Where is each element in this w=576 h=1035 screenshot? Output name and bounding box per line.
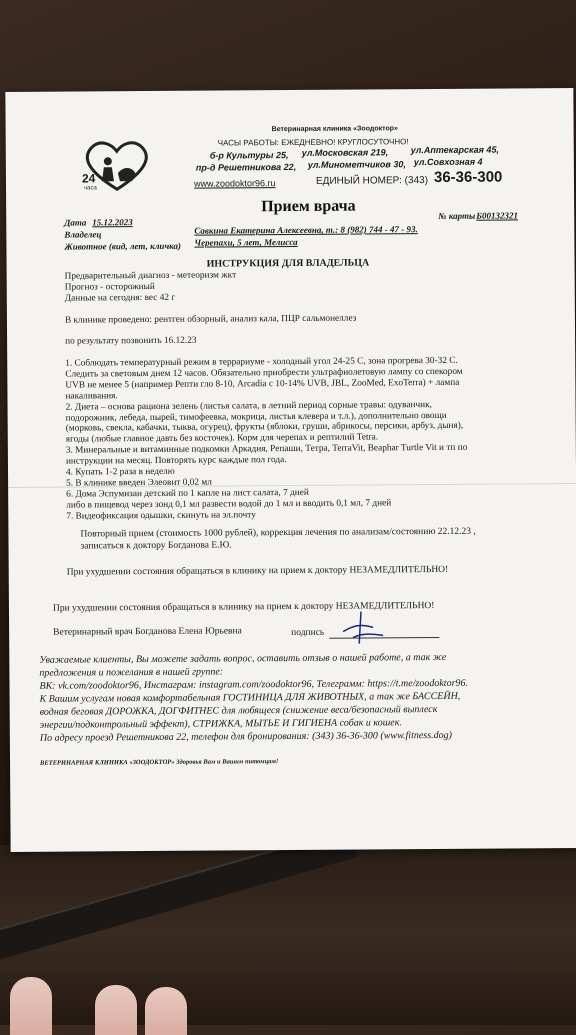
worse-warning-2: При ухудшении состояния обращаться в клинику на прием к доктору НЕЗАМЕДЛИТЕЛЬНО! [52, 601, 435, 614]
instruction-line: накаливания. [65, 391, 118, 402]
footer-line: Уважаемые клиенты, Вы можете задать вопрос, оставить отзыв о нашей работе, а так же [39, 651, 447, 666]
instruction-line: 2. Диета – основа рациона зелень (листья салата, в летний период сорные травы: одуванчик, [65, 399, 433, 413]
repeat-visit-2: записаться к доктору Богданова Е.Ю. [80, 540, 232, 552]
address-2c: ул.Совхозная 4 [413, 156, 483, 168]
instructions-list [65, 268, 567, 522]
instruction-line: Следить за световым днем 12 часов. Обязательно приобрести ультрафиолетовую лампу со спекором [65, 366, 463, 380]
logo-chasa: часа [84, 185, 97, 192]
footer-line: ВК: vk.com/zoodoktor96, Инстаграм: instagram.com/zoodoktor96, Телеграмм: https://t.me/zoodoktor96. [39, 677, 469, 692]
repeat-visit-1: Повторный прием (стоимость 1000 рублей), коррекция лечения по анализам/состоянию 22.12.23 , [80, 526, 476, 540]
clinic-document [5, 88, 576, 852]
finger [95, 985, 137, 1035]
instruction-line: 3. Минеральные и витаминные подкомки Аркадия, Репаши, Тетра, TerraVit, Beaphar Turtle Vit и тп по [65, 443, 468, 456]
clinic-name: Ветеринарная клиника «Зоодоктор» [271, 125, 398, 134]
footer-line: К Вашим услугам новая комфортабельная ГОСТИНИЦА ДЛЯ ЖИВОТНЫХ, а так же БАССЕЙН, [39, 690, 461, 705]
address-2b: ул.Минометчиков 30, [307, 159, 406, 170]
page-title: Прием врача [261, 197, 356, 216]
instruction-line: Прогноз - осторожный [64, 281, 155, 293]
instruction-line: UVB не менее 5 (например Репти гло 8-10, Arcadia с 10-14% UVB, JBL, ZooMed, ExoTerra) + лампа [65, 377, 460, 391]
instruction-line: 5. В клинике введен Элеовит 0,02 мл [66, 477, 212, 489]
logo-24: 24 [81, 171, 96, 186]
footer-line: предложения и пожелания в нашей группе: [39, 666, 224, 679]
signature-mark [339, 607, 389, 647]
instruction-line: инструкции на месяц. Повторять курс каждые пол года. [65, 455, 287, 467]
owner-label: Владелец [64, 229, 102, 240]
clinic-site[interactable]: www.zoodoktor96.ru [193, 178, 276, 189]
card-label: № карты [438, 210, 476, 221]
signature-label: подпись [291, 627, 325, 639]
worse-warning-1: При ухудшении состояния обращаться в клинику на прием к доктору НЕЗАМЕДЛИТЕЛЬНО! [66, 564, 449, 578]
bottom-note: ВЕТЕРИНАРНАЯ КЛИНИКА «ЗООДОКТОР» Здоровья Вам и Вашим питомцам! [40, 758, 279, 767]
instructions-body [65, 268, 567, 522]
address-2a: пр-д Решетникова 22, [195, 161, 297, 173]
footer-notes [39, 650, 570, 745]
clinic-logo [78, 135, 156, 196]
instruction-line: либо в пищевод через зонд 0,1 мл развести водой до 1 мл и вводить 0,1 мл, 7 дней [66, 498, 392, 511]
instruction-line: по результату позвонить 16.12.23 [65, 336, 197, 347]
instruction-line: 7. Видеофиксация одышки, скинуть на эл.почту [66, 509, 256, 522]
instructions-heading: ИНСТРУКЦИЯ ДЛЯ ВЛАДЕЛЬЦА [206, 257, 370, 270]
footer-line: водная беговая ДОРОЖКА, ДОГФИТНЕС для любящеся (снижение веса/безопасный выплеск [39, 703, 438, 718]
animal-value: Черепахи, 5 лет, Мелисса [194, 236, 298, 248]
finger [145, 987, 187, 1035]
card-value: Б00132321 [476, 210, 518, 221]
footer-line: По адресу проезд Решетникова 22, телефон для бронирования: (343) 36-36-300 (www.fitness.dog) [39, 729, 452, 744]
instruction-line: ягоды (любые главное давть без косточек). Корм для черепах и рептилий Tetra. [65, 432, 379, 445]
animal-label: Животное (вид, лет, кличка) [64, 240, 182, 252]
doctor-name: Ветеринарный врач Богданова Елена Юрьевна [53, 626, 242, 638]
address-1b: ул.Московская 219, [301, 147, 389, 158]
instruction-line: В клинике проведено: рентген обзорный, анализ кала, ПЦР сальмонеллез [64, 313, 357, 326]
finger [10, 977, 52, 1035]
hand-fingers [0, 975, 200, 1035]
address-1c: ул.Аптекарская 45, [410, 144, 499, 156]
phone-label: ЕДИНЫЙ НОМЕР: (343) [315, 175, 429, 187]
clinic-hours: ЧАСЫ РАБОТЫ: ЕЖЕДНЕВНО! КРУГЛОСУТОЧНО! [217, 137, 409, 148]
address-1a: б-р Культуры 25, [209, 150, 289, 161]
instruction-line: подорожник, лебеда, пырей, тимофеевка, мокрица, листья клевера и т.л.), дополнительно овощи [65, 410, 447, 424]
owner-value: Савкина Екатерина Алексеевна, т.: 8 (982) 744 - 47 - 93. [194, 224, 418, 236]
footer-line: энергии/подконтрольный эффект), СТРИЖКА, МЫТЬЕ И ГИГИЕНА собак и кошек. [39, 717, 402, 731]
instruction-line: 4. Купать 1-2 раза в неделю [65, 466, 175, 478]
instruction-line: 6. Дома Эспумизан детский по 1 капле на лист салата, 7 дней [66, 487, 309, 500]
date-value: 15.12.2023 [92, 217, 133, 228]
phone-number: 36-36-300 [433, 168, 503, 187]
instruction-line: (морковь, свекла, кабачки, тыква, огурец), фрукты (яблоки, груши, абрикосы, персики, арбуз, дыня), [65, 421, 464, 435]
instruction-line: Данные на сегодня: вес 42 г [64, 292, 176, 304]
instruction-line: 1. Соблюдать температурный режим в террариуме - холодный угол 24-25 С, зона прогрева 30-32 С. [65, 355, 458, 369]
instruction-line: Предварительный диагноз - метеоризм жкт [64, 270, 237, 282]
date-label: Дата [64, 217, 87, 228]
